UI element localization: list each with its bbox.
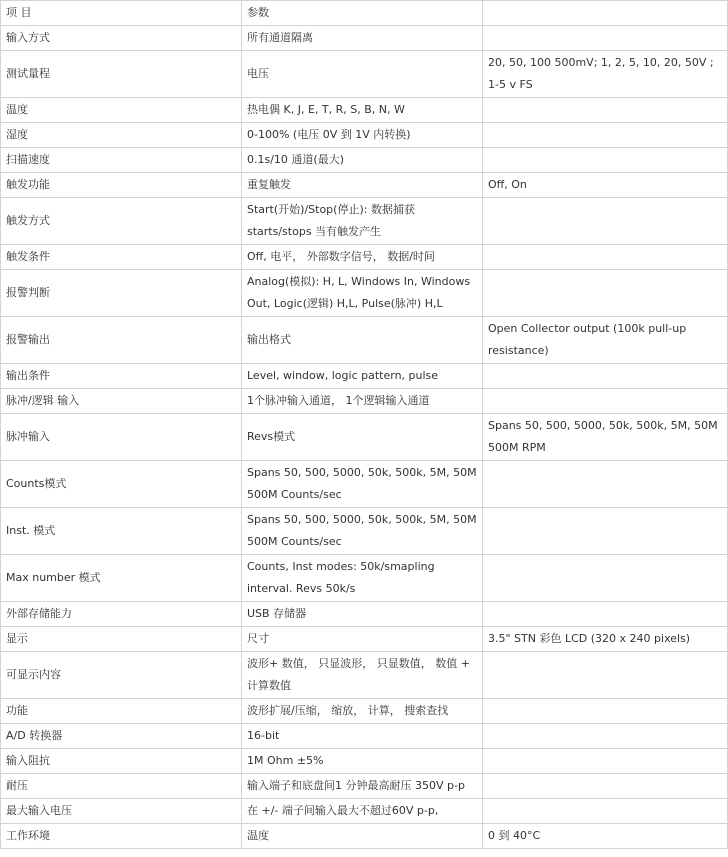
cell-item: 扫描速度 (1, 148, 242, 173)
cell-extra (483, 724, 728, 749)
table-row (1, 123, 728, 148)
cell-parameter: Counts, Inst modes: 50k/smapling interval. Revs 50k/s (242, 555, 483, 602)
cell-item: 脉冲/逻辑 输入 (1, 389, 242, 414)
cell-item: 输入阻抗 (1, 749, 242, 774)
cell-item: 工作环境 (1, 824, 242, 849)
cell-extra (483, 26, 728, 51)
cell-extra (483, 699, 728, 724)
table-row (1, 414, 728, 461)
cell-item: 湿度 (1, 123, 242, 148)
cell-item: 触发条件 (1, 245, 242, 270)
cell-parameter: 参数 (242, 1, 483, 26)
cell-item: Counts模式 (1, 461, 242, 508)
table-row (1, 799, 728, 824)
cell-parameter: Off, 电平， 外部数字信号， 数据/时间 (242, 245, 483, 270)
cell-item: 显示 (1, 627, 242, 652)
cell-item: 报警判断 (1, 270, 242, 317)
table-row (1, 317, 728, 364)
cell-item: 输入方式 (1, 26, 242, 51)
table-row (1, 555, 728, 602)
cell-item: 温度 (1, 98, 242, 123)
cell-item: 触发方式 (1, 198, 242, 245)
cell-parameter: Start(开始)/Stop(停止): 数据捕获starts/stops 当有触发产生 (242, 198, 483, 245)
cell-item: 触发功能 (1, 173, 242, 198)
table-row (1, 98, 728, 123)
table-row (1, 627, 728, 652)
cell-item: 外部存储能力 (1, 602, 242, 627)
table-row (1, 508, 728, 555)
cell-extra (483, 602, 728, 627)
table-row (1, 389, 728, 414)
table-row (1, 749, 728, 774)
cell-extra (483, 461, 728, 508)
cell-parameter: 波形+ 数值， 只显波形， 只显数值， 数值 + 计算数值 (242, 652, 483, 699)
table-row (1, 26, 728, 51)
cell-extra (483, 508, 728, 555)
cell-extra: Open Collector output (100k pull-up resistance) (483, 317, 728, 364)
cell-extra: Spans 50, 500, 5000, 50k, 500k, 5M, 50M 500M RPM (483, 414, 728, 461)
table-row (1, 245, 728, 270)
cell-parameter: USB 存储器 (242, 602, 483, 627)
table-row (1, 198, 728, 245)
cell-extra (483, 555, 728, 602)
cell-extra (483, 749, 728, 774)
table-row (1, 364, 728, 389)
cell-extra: 20, 50, 100 500mV; 1, 2, 5, 10, 20, 50V ; 1-5 v FS (483, 51, 728, 98)
cell-extra: Off, On (483, 173, 728, 198)
cell-item: Inst. 模式 (1, 508, 242, 555)
cell-item: 报警输出 (1, 317, 242, 364)
table-row (1, 774, 728, 799)
cell-parameter: 输入端子和底盘间1 分钟最高耐压 350V p-p (242, 774, 483, 799)
cell-item: 功能 (1, 699, 242, 724)
table-row (1, 824, 728, 849)
cell-parameter: 温度 (242, 824, 483, 849)
cell-parameter: 电压 (242, 51, 483, 98)
cell-extra (483, 270, 728, 317)
cell-parameter: Spans 50, 500, 5000, 50k, 500k, 5M, 50M 500M Counts/sec (242, 508, 483, 555)
cell-extra (483, 652, 728, 699)
cell-parameter: Revs模式 (242, 414, 483, 461)
cell-parameter: 16-bit (242, 724, 483, 749)
cell-extra (483, 364, 728, 389)
cell-item: A/D 转换器 (1, 724, 242, 749)
cell-parameter: 尺寸 (242, 627, 483, 652)
cell-extra (483, 799, 728, 824)
table-row (1, 173, 728, 198)
cell-extra (483, 98, 728, 123)
table-row (1, 148, 728, 173)
cell-parameter: 在 +/- 端子间输入最大不超过60V p-p, (242, 799, 483, 824)
cell-item: Max number 模式 (1, 555, 242, 602)
cell-parameter: 所有通道隔离 (242, 26, 483, 51)
cell-extra (483, 245, 728, 270)
cell-item: 最大输入电压 (1, 799, 242, 824)
table-row (1, 724, 728, 749)
table-row (1, 270, 728, 317)
cell-parameter: 热电偶 K, J, E, T, R, S, B, N, W (242, 98, 483, 123)
cell-parameter: Analog(模拟): H, L, Windows In, Windows Out, Logic(逻辑) H,L, Pulse(脉冲) H,L (242, 270, 483, 317)
cell-item: 可显示内容 (1, 652, 242, 699)
table-row (1, 1, 728, 26)
cell-extra (483, 1, 728, 26)
table-row (1, 461, 728, 508)
table-row (1, 652, 728, 699)
cell-extra: 3.5" STN 彩色 LCD (320 x 240 pixels) (483, 627, 728, 652)
spec-table-body (1, 1, 728, 849)
cell-item: 测试量程 (1, 51, 242, 98)
cell-item: 耐压 (1, 774, 242, 799)
cell-parameter: 重复触发 (242, 173, 483, 198)
cell-item: 项 目 (1, 1, 242, 26)
cell-parameter: Spans 50, 500, 5000, 50k, 500k, 5M, 50M 500M Counts/sec (242, 461, 483, 508)
cell-parameter: 0-100% (电压 0V 到 1V 内转换) (242, 123, 483, 148)
table-row (1, 699, 728, 724)
table-row (1, 602, 728, 627)
cell-parameter: 输出格式 (242, 317, 483, 364)
cell-parameter: 1M Ohm ±5% (242, 749, 483, 774)
cell-extra: 0 到 40°C (483, 824, 728, 849)
table-row (1, 51, 728, 98)
cell-parameter: Level, window, logic pattern, pulse (242, 364, 483, 389)
cell-extra (483, 123, 728, 148)
cell-extra (483, 198, 728, 245)
cell-parameter: 0.1s/10 通道(最大) (242, 148, 483, 173)
cell-item: 输出条件 (1, 364, 242, 389)
cell-extra (483, 389, 728, 414)
cell-parameter: 1个脉冲输入通道， 1个逻辑输入通道 (242, 389, 483, 414)
cell-item: 脉冲输入 (1, 414, 242, 461)
cell-extra (483, 774, 728, 799)
cell-extra (483, 148, 728, 173)
cell-parameter: 波形扩展/压缩， 缩放， 计算， 搜索查找 (242, 699, 483, 724)
